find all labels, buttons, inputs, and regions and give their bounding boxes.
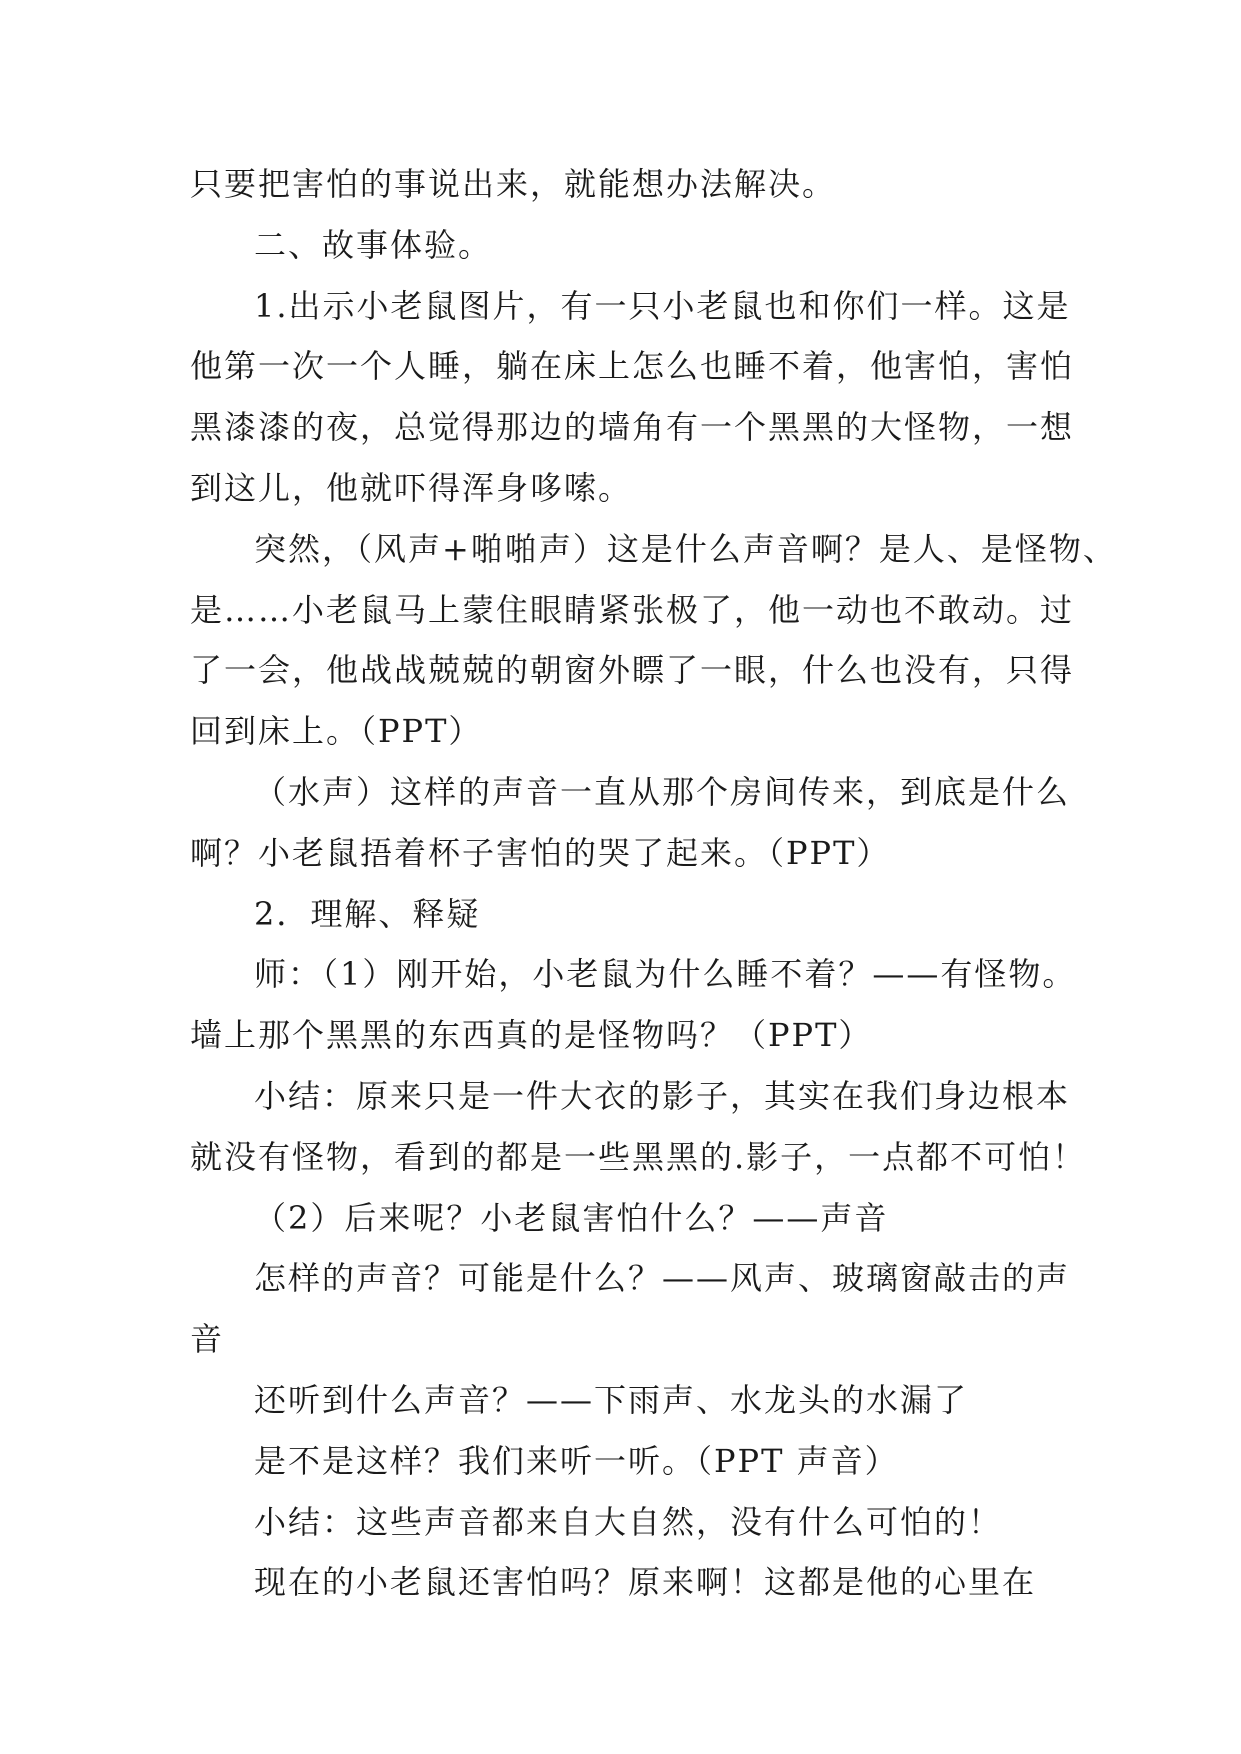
text-line: 现在的小老鼠还害怕吗？原来啊！这都是他的心里在	[254, 1563, 1037, 1602]
subsection-heading: 2．理解、释疑	[254, 894, 481, 933]
text-line: 小结：这些声音都来自大自然，没有什么可怕的！	[254, 1502, 1003, 1541]
text-line: 音	[190, 1320, 225, 1359]
text-line: 1.出示小老鼠图片，有一只小老鼠也和你们一样。这是	[254, 286, 1071, 325]
text-line: 就没有怪物，看到的都是一些黑黑的.影子，一点都不可怕！	[190, 1137, 1087, 1176]
text-line: 突然，（风声+啪啪声）这是什么声音啊？是人、是怪物、	[254, 529, 1117, 568]
text-line: （水声）这样的声音一直从那个房间传来，到底是什么	[254, 772, 1071, 811]
text-line: 还听到什么声音？——下雨声、水龙头的水漏了	[254, 1380, 969, 1419]
text-line: 他第一次一个人睡，躺在床上怎么也睡不着，他害怕，害怕	[190, 347, 1075, 386]
document-body	[190, 154, 1117, 1613]
text-line: 到这儿，他就吓得浑身哆嗦。	[190, 468, 633, 507]
section-heading: 二、故事体验。	[254, 225, 493, 264]
text-line: 怎样的声音？可能是什么？——风声、玻璃窗敲击的声	[254, 1259, 1071, 1298]
text-line: 小结：原来只是一件大衣的影子，其实在我们身边根本	[254, 1076, 1071, 1115]
text-line: （2）后来呢？小老鼠害怕什么？——声音	[254, 1198, 889, 1237]
text-line: 是……小老鼠马上蒙住眼睛紧张极了，他一动也不敢动。过	[190, 590, 1075, 629]
text-line: 啊？小老鼠捂着杯子害怕的哭了起来。（PPT）	[190, 833, 891, 872]
text-line: 师：（1）刚开始，小老鼠为什么睡不着？——有怪物。	[254, 955, 1077, 994]
text-line: 黑漆漆的夜，总觉得那边的墙角有一个黑黑的大怪物，一想	[190, 408, 1075, 447]
text-line: 是不是这样？我们来听一听。（PPT 声音）	[254, 1441, 899, 1480]
text-line: 回到床上。（PPT）	[190, 712, 483, 751]
text-line: 只要把害怕的事说出来，就能想办法解决。	[190, 165, 837, 203]
text-line: 了一会，他战战兢兢的朝窗外瞟了一眼，什么也没有，只得	[190, 651, 1075, 690]
text-line: 墙上那个黑黑的东西真的是怪物吗？（PPT）	[190, 1016, 873, 1055]
